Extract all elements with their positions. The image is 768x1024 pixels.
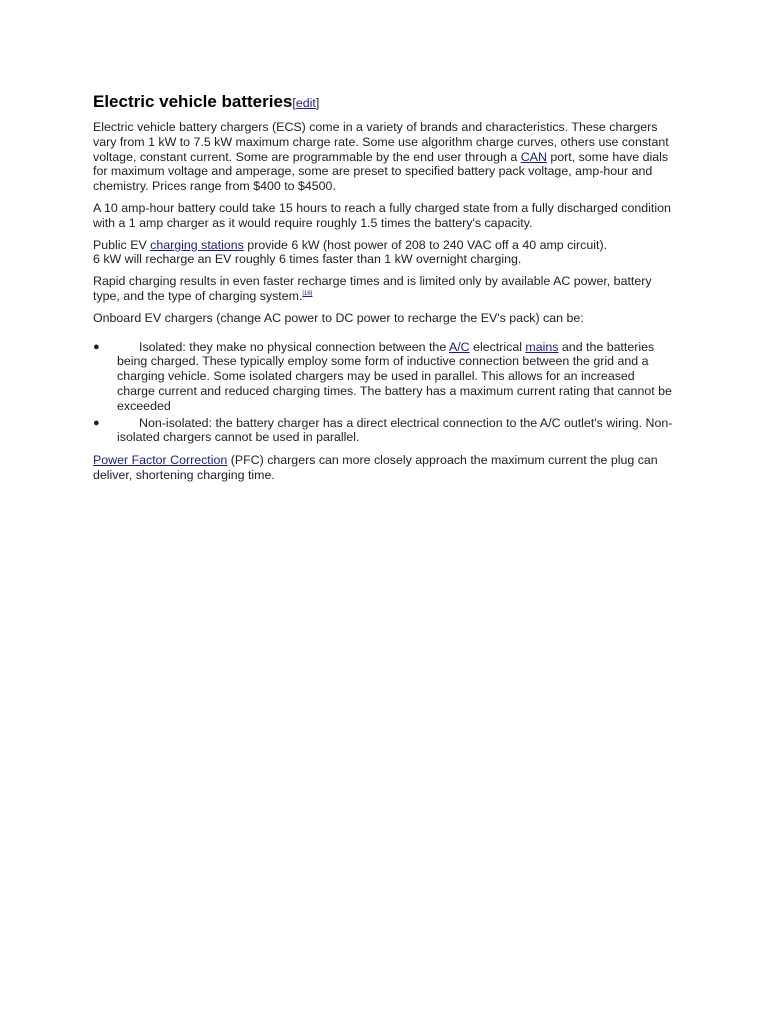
charging-stations-link[interactable]: charging stations xyxy=(150,237,244,252)
mains-link[interactable]: mains xyxy=(525,339,559,354)
paragraph-charge-time: A 10 amp-hour battery could take 15 hours to reach a fully charged state from a fully discharged condition with a 1 amp charger as it would require roughly 1.5 times the battery's capacity. xyxy=(93,200,671,230)
paragraph-text: (PFC) chargers can more closely approach the maximum current the plug can deliver, shortening charging time. xyxy=(93,453,658,482)
list-item-text: Non-isolated: the battery charger has a direct electrical connection to the A/C outlet's wiring. Non-isolated chargers cannot be used in parallel. xyxy=(117,415,673,445)
charger-types-list xyxy=(93,340,675,446)
power-factor-correction-link[interactable]: Power Factor Correction xyxy=(93,453,228,468)
paragraph-text: provide 6 kW (host power of 208 to 240 VAC off a 40 amp circuit). xyxy=(243,237,608,252)
section-title: Electric vehicle batteries xyxy=(93,92,293,111)
list-item-text: Isolated: they make no physical connection between the xyxy=(139,339,449,354)
edit-bracket-open: [ xyxy=(292,96,296,110)
paragraph-text: port, some have dials for maximum voltage and amperage, some are preset to specified battery pack voltage, amp-hour and chemistry. Prices range from $400 to $4500. xyxy=(93,149,669,194)
article-section xyxy=(93,90,675,490)
paragraph-onboard-chargers: Onboard EV chargers (change AC power to DC power to recharge the EV's pack) can be: xyxy=(93,310,584,325)
bullet-icon: ● xyxy=(93,416,100,429)
edit-section-link[interactable]: edit xyxy=(295,96,316,110)
paragraph-rapid-charging xyxy=(93,274,675,304)
edit-bracket-close: ] xyxy=(315,96,320,110)
paragraph-text: Electric vehicle battery chargers (ECS) come in a variety of brands and characteristics. These chargers vary from 1 kW to 7.5 kW maximum charge rate. Some use algorithm charge curves, others use constant voltage, constant current. Some are programmable by the end user through a xyxy=(93,120,669,164)
edit-section-link-wrapper xyxy=(292,96,319,110)
section-heading xyxy=(93,90,675,115)
list-item-non-isolated xyxy=(93,416,675,446)
paragraph-chargers-overview xyxy=(93,120,675,194)
paragraph-public-stations xyxy=(93,238,675,268)
list-item-text: electrical xyxy=(469,339,526,354)
reference-link-16[interactable]: [16] xyxy=(302,290,313,297)
paragraph-text: Public EV xyxy=(93,237,151,252)
bullet-icon: ● xyxy=(93,340,100,353)
paragraph-text: Rapid charging results in even faster recharge times and is limited only by available AC power, battery type, and the type of charging system. xyxy=(93,274,652,303)
ac-link[interactable]: A/C xyxy=(448,339,470,354)
paragraph-text: 6 kW will recharge an EV roughly 6 times faster than 1 kW overnight charging. xyxy=(93,252,522,267)
can-link[interactable]: CAN xyxy=(520,149,547,164)
list-item-isolated xyxy=(93,340,675,414)
list-item-text: and the batteries being charged. These typically employ some form of inductive connection between the grid and a charging vehicle. Some isolated chargers may be used in parallel. This allows for an increased charge current and reduced charging times. The battery has a maximum current rating that cannot be exceeded xyxy=(117,339,672,413)
paragraph-pfc xyxy=(93,453,675,483)
